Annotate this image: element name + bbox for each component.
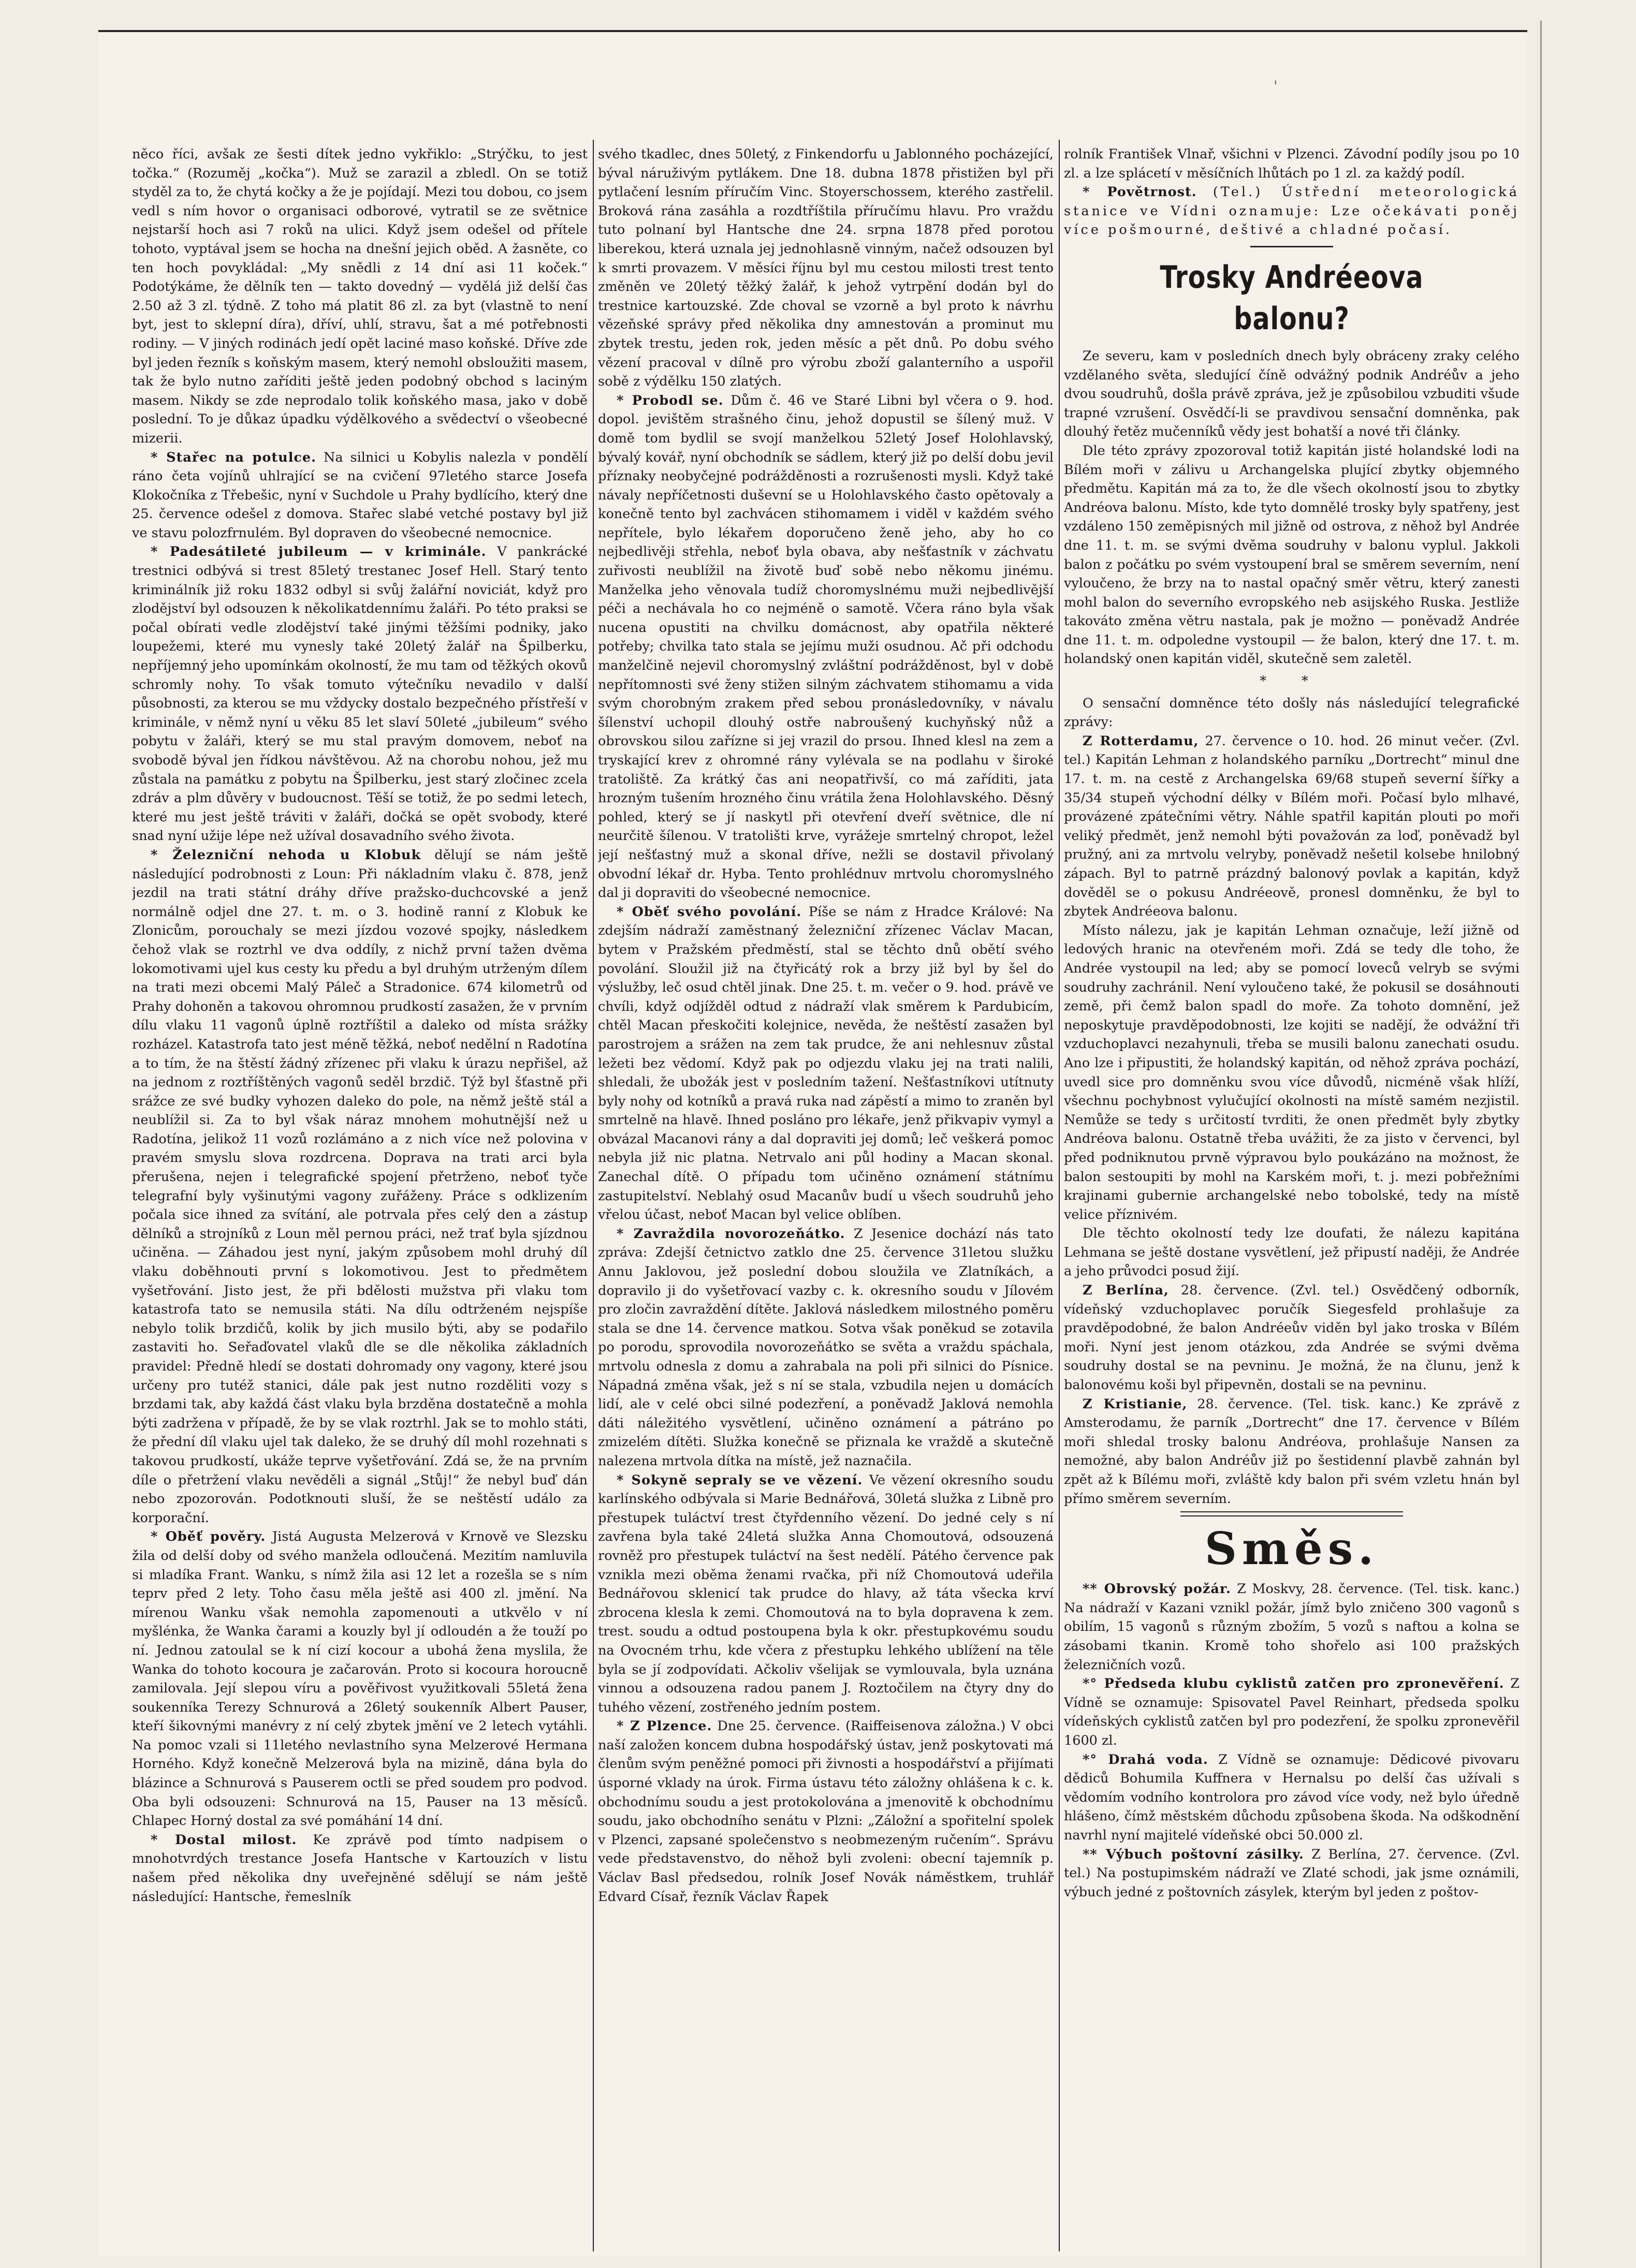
article-obet-povery: * Oběť pověry. Jistá Augusta Melzerová v Krnově ve Slezsku žila od delší doby od svého manžela odloučená. Mezitím namluvila si mladíka Frant. Wanku, s nímž žila asi 12 let a rozešla se s ním teprv před 2 lety. Toho času měla ještě asi 400 zl. jmění. Na mírenou Wanku však nemohla zapomenouti a utkvělo v ní myšlénka, že Wanka čarami a kouzly byl jí odloudén a že touží po ní. Jednou zatoulal se k ní cizí kocour a ubohá žena myslila, že Wanka do tohoto kocoura je začarován. Proto si kocoura horoucně zamilovala. Její slepou víru a pověřivost využitkovali 55letá žena soukenníka Terezy Schnurová a 26letý soukenník Albert Pauser, kteří šikovnými manévry z ní celý zbytek jmění ve 2 letech vytáhli. Na pomoc vzali si 11letého nevlastního syna Melzerové Hermana Horného. Když konečně Melzerová byla na mizině, dána byla do blázince a Schnurová s Pauserem octli se před soudem pro podvod. Oba byli odsouzeni: Schnurová na 15, Pauser na 13 měsíců. Chlapec Horný dostal za své pomáhání 14 dní.	[132, 1529, 588, 1829]
article-draha-voda: *° Drahá voda. Z Vídně se oznamuje: Dědicové pivovaru dědiců Bohumila Kuffnera v Hernalsu po delší čas užívali s vědomím vodního kontrolora pro závod více vody, než bylo úředně hlášeno, čímž městském důchodu způsobena škoda. Na odškodnění navrhl nyní majitelé vídeňské obci 50.000 zl.	[1064, 1751, 1520, 1843]
column-3	[1064, 145, 1520, 2246]
section-double-rule	[1180, 1511, 1403, 1516]
article-doufati: Dle těchto okolností tedy lze doufati, že nálezu kapitána Lehmana se ještě dostane vysvětlení, jež připustí naději, že Andrée a jeho průvodci posud žijí.	[1064, 1226, 1520, 1279]
article-continuation: rolník František Vlnař, všichni v Plzenci. Závodní podíly jsou po 10 zl. a lze splácetí v měsíčních lhůtách po 1 zl. za každý podíl.	[1064, 146, 1520, 181]
article-misto-nalezu: Místo nálezu, jak je kapitán Lehman označuje, leží jižně od ledových hranic na otevřeném moři. Zdá se tedy dle toho, že Andrée vystoupil na led; aby se pomocí loveců velryb se svými soudruhy zachránil. Není vyloučeno také, že pokusil se dosáhnouti země, při čemž balon spadl do moře. Za tohoto domnění, jež neposkytuje pravděpodobnosti, lze kojiti se nadějí, že odvážní tři vzduchoplavci nezahynuli, třeba se musili balonu zanechati osudu. Ano lze i připustiti, že holandský kapitán, od něhož zpráva pochází, uvedl sice pro domněnku svou více důvodů, nicméně však hlíží, všechnu pochybnost vylučující okolnosti na místě samém nezjistil. Nemůže se tedy s určitostí tvrditi, že onen předmět byly zbytky Andréova balonu. Ostatně třeba uvážiti, že za jisto v červenci, byl před podniknutou prvně výpravou bylo poukázáno na možnost, že balon sestoupiti by mohl na Karském moři, t. j. mezi pobřežními krajinami gubernie archangelské nebo tobolské, tedy na místě velice příznivém.	[1064, 922, 1520, 1223]
article-andree-report: Dle této zprávy zpozoroval totiž kapitán jisté holandské lodi na Bílém moři v zálivu u Archangelska plující zbytky objemného předmětu. Kapitán má za to, že dle všech okolností jsou to zbytky Andréova balonu. Místo, kde tyto domnělé trosky byly spatřeny, jest vzdáleno 150 zeměpisných mil jižně od ostrova, z něhož byl Andrée dne 11. t. m. se svými dvěma soudruhy v balonu vyplul. Jakkoli balon z počátku po svém vystoupení bral se směrem severním, není vyloučeno, že brzy na to nastal opačný směr větru, který zanesti mohl balon do severního evropského neb asijského Ruska. Jestliže takováto změna větru nastala, pak je možno — poněvadž Andrée dne 11. t. m. odpoledne vystoupil — že balon, který dne 17. t. m. holandský onen kapitán viděl, skutečně sem zaletěl.	[1064, 443, 1520, 667]
article-dostal-milost: * Dostal milost. Ke zprávě pod tímto nadpisem o mnohotvrdých trestance Josefa Hantsche v Kartouzích v listu našem před několika dny uveřejněné sdělují se nám ještě následující: Hantsche, řemeslník	[132, 1832, 588, 1905]
column-divider-2	[1059, 140, 1060, 2251]
section-stars: * *	[1260, 673, 1324, 689]
article-zavrazdila: * Zavraždila novorozeňátko. Z Jesenice dochází nás tato zpráva: Zdejší četnictvo zatklo dne 25. července 31letou služku Annu Jaklovou, jež poslední dobou sloužila ve Zlatníkách, a dopravilo ji do vyšetřovací vazby c. k. okresního soudu v Jílovém pro zločin zavraždění dítěte. Jaklová následkem milostného poměru stala se dne 14. července matkou. Sotva však poněkud se zotavila po porodu, sprovodila novorozeňátko se světa a vraždu spáchala, mrtvolu odnesla z domu a zahrabala na poli při silnici do Písnice. Nápadná změna však, jež s ní se stala, vzbudila nejen u domácích lidí, ale v celé obci silné podezření, a poněvadž Jaklová nemohla dáti náležitého vysvětlení, učiněno oznámení a pátráno po zmizelém dítěti. Služka konečně se přiznala ke vraždě a skutečně nalezena mrtvola dítka na místě, jež naznačila.	[598, 1226, 1054, 1469]
article-pozar: ** Obrovský požár. Z Moskvy, 28. července. (Tel. tisk. kanc.) Na nádraží v Kazani vznikl požár, jímž bylo zničeno 300 vagonů s obilím, 15 vagonů s různým zbožím, 5 vozů s naftou a kolna se zásobami tkanin. Kromě toho shořelo asi 100 pražských železničních vozů.	[1064, 1581, 1520, 1673]
article-z-plzence: * Z Plzence. Dne 25. července. (Raiffeisenova záložna.) V obci naší založen koncem dubna hospodářský ústav, jenž poskytovati má členům svým peněžné pomoci při živnosti a hospodářství a přijímati úsporné vklady na úrok. Firma ústavu této záložny ohlášena k c. k. obchodnímu soudu a jest protokolována a jmenovitě k obchodnímu soudu, jako obchodního senátu v Plzni: „Záložní a spořitelní spolek v Plzenci, zapsané společenstvo s neobmezeným ručením“. Správu vede představenstvo, do něhož byli zvoleni: obecní tajemník p. Václav Basl předsedou, rolník Josef Novák náměstkem, truhlář Edvard Císař, řezník Václav Řapek	[598, 1718, 1054, 1905]
section-rule	[1250, 246, 1333, 247]
article-vybuch: ** Výbuch poštovní zásilky. Z Berlína, 27. července. (Zvl. tel.) Na postupimském nádraží ve Zlaté schodi, jak jsme oznámili, výbuch jedné z poštovních zásylek, kterým byl jeden z poštov-	[1064, 1846, 1520, 1900]
article-andree-telegrams: O sensační domněnce této došly nás následující telegrafické zprávy:	[1064, 695, 1520, 730]
article-continuation: svého tkadlec, dnes 50letý, z Finkendorfu u Jablonného pocházející, býval náruživým pytlákem. Dne 18. dubna 1878 přistižen byl při pytlačení lesním příručím Vinc. Stoyerschossem, kterého zastřelil. Broková rána zasáhla a rozdtříštila příručímu hlavu. Pro vraždu tuto polnaní byl Hantsche dne 24. srpna 1878 před porotou liberekou, která uznala jej jednohlasně vinným, načež odsouzen byl k smrti provazem. V měsíci říjnu byl mu cestou milosti trest tento změněn ve 20letý těžký žalář, k jehož vytrpění dodán byl do trestnice kartouzské. Zde choval se vzorně a byl proto k návrhu vězeňské správy před několika dny amnestován a prominut mu zbytek trestu, jeden rok, jeden měsíc a pět dnů. Po dobu svého vězení pracoval v dílně pro výrobu zboží galanterního a uspořil sobě z výdělku 150 zlatých.	[598, 146, 1054, 390]
article-sokyne: * Sokyně sepraly se ve vězení. Ve vězení okresního soudu karlínského odbývala si Marie Bednářová, 30letá služka z Libně pro přestupek tuláctví trest čtyřdenního vězení. Do jedné cely s ní zavřena byla také 24letá služka Anna Chomoutová, odsouzená rovněž pro přestupek tuláctví na šest nedělí. Pátého července pak vznikla mezi oběma ženami rvačka, při níž Chomoutová udeřila Bednářovou sklenicí tak prudce do hlavy, až táta všecka krví zbrocena klesla k zemi. Chomoutová na to byla dopravena k zem. trest. soudu a odtud postoupena byla k okr. přestupkovému soudu na Ovocném trhu, kde včera z přestupku lehkého ublížení na těle byla se jí zodpovídati. Ačkoliv všelijak se vymlouvala, byla uznána vinnou a odsouzena radou panem J. Roztočilem na čtyry dny do tuhého vězení, zostřeného jedním postem.	[598, 1472, 1054, 1715]
column-divider-1	[593, 140, 594, 2251]
article-cyklista: *° Předseda klubu cyklistů zatčen pro zpronevěření. Z Vídně se oznamuje: Spisovatel Pavel Reinhart, předseda spolku vídeňských cyklistů zatčen byl pro podezření, že spolku zpronevěřil 1600 zl.	[1064, 1676, 1520, 1748]
article-povetrnost: * Povětrnost. (Tel.) Ústřední meteorologická stanice ve Vídni oznamuje: Lze očekávati poněj více pošmourné, deštivé a chladné počasí.	[1064, 184, 1520, 238]
column-2	[598, 145, 1054, 2246]
article-probodl-se: * Probodl se. Dům č. 46 ve Staré Libni byl včera o 9. hod. dopol. jevištěm strašného činu, jehož dopustil se šílený muž. V domě tom bydlil se svojí manželkou 52letý Josef Holohlavský, bývalý kovář, nyní obchodník se sádlem, který již po delší dobu jevil příznaky neobyčejné podrážděnosti a rozrušenosti mysli. Když také návaly nepříčetnosti duševní se u Holohlavského často opětovaly a konečně tento byl zachvácen stihomamem i viděl v každém svého nepřítele, bylo lékařem doporučeno ženě jeho, aby ho co nejbedlivěji střehla, neboť byla obava, aby nešťastník v záchvatu zuřivosti neublížil na životě buď sobě nebo někomu jinému. Manželka jeho věnovala tudíž choromyslnému muži nejbedlivější péči a nechávala ho co nejméně o samotě. Včera ráno byla však nucena opustiti na chvilku domácnost, aby opatřila některé potřeby; chvilka tato stala se jejímu muži osudnou. Ač při odchodu manželčině nejevil choromyslný zvláštní podrážděnost, byl v době nepřítomnosti své ženy stižen silným záchvatem stihomamu a vida svým chorobným zrakem před sebou pronásledovníky, v návalu šílenství uchopil dlouhý ostře nabroušený kuchyňský nůž a obrovskou silou zařízne si jej vrazil do prsou. Ihned klesl na zem a tryskající krev z ohromné rány vylévala se na podlahu v široké tratoliště. Za krátký čas ani neopatřivší, co má zaříditi, jata hrozným tušením hrozného činu vrátila žena Holohlavského. Děsný pohled, který se jí naskytl při otevření dveří světnice, dle ní neurčitě šílenou. V tratolišti krve, vyrážeje smrtelný chropot, ležel její nešťastný muž a skonal dříve, nežli se dostavil přivolaný obvodní lékař dr. Hyba. Tento prohlédnuv mrtvolu choromyslného dal ji dopraviti do všeobecné nemocnice.	[598, 392, 1054, 901]
column-1	[132, 145, 588, 2246]
article-jubileum: * Padesátileté jubileum — v kriminále. V pankrácké trestnici odbývá si trest 85letý trestanec Josef Hell. Starý tento kriminálník již roku 1832 odbyl si svůj žalářní noviciát, když pro zlodějství byl odsouzen k několikatdennímu žaláři. Po této praksi se počal obírati vedle zlodějství také jinými těžšími podniky, jako loupežemi, které mu vynesly také 20letý žalář na Špilberku, nepříjemný jeho upomínkám okolností, že mu tam od těžkých okovů schromly nohy. To však tomuto výtečníku nevadilo v další působnosti, za kterou se mu vždycky dostalo bezpečného přístřeší v kriminále, v němž nyní u věku 85 let slaví 50leté „jubileum“ svého pobytu v žaláři, který se mu stal pravým domovem, neboť na svobodě býval jen řídkou návštěvou. Až na chorobu nohou, jež mu zůstala na památku z pobytu na Špilberku, jest starý zločinec zcela zdráv a plm důvěry v budoucnost. Těší se totiž, že po sedmi letech, které mu jest ještě tráviti v žaláři, dočká se opět svobody, které snad nyní užije lépe než užíval dosavadního svého života.	[132, 544, 588, 844]
headline-smes: Směs.	[1204, 1523, 1379, 1575]
article-kristianie: Z Kristianie, 28. července. (Tel. tisk. kanc.) Ke zprávě z Amsterodamu, že parník „Dortrecht“ dne 17. července v Bílém moři shledal trosky balonu Andréova, prohlašuje Nansen za nemožné, aby balon Andréův již po šestidenní plavbě zahnán byl zpět až k Bílému moři, zvláště kdy balon při svém vzletu hnán byl přímo směrem severním.	[1064, 1396, 1520, 1507]
article-obet-povolani: * Oběť svého povolání. Píše se nám z Hradce Králové: Na zdejším nádraží zaměstnaný železniční zřízenec Václav Macan, bytem v Pražském předměstí, stal se těchto dnů obětí svého povolání. Sloužil již na čtyřicátý rok a brzy již byl by šel do výslužby, leč osud chtěl jinak. Dne 25. t. m. večer o 9. hod. právě ve chvíli, když odjížděl odtud z nádraží vlak směrem k Pardubicím, chtěl Macan přeskočiti kolejnice, nevěda, že neštěstí zasažen byl parostrojem a srážen na zem tak prudce, že ani nehlesnuv zůstal ležeti bez vědomí. Když pak po odjezdu vlaku jej na trati nalili, shledali, že ubožák jest v posledním tažení. Nešťastníkovi utítnuty byly nohy od kotníků a pravá ruka nad zápěstí a mimo to zraněn byl smrtelně na hlavě. Ihned posláno pro lékaře, jenž přikvapiv vymyl a obvázal Macanovi rány a dal dopraviti jej domů; leč veškerá pomoc nebyla již nic platna. Netrvalo ani půl hodiny a Macan skonal. Zanechal dítě. O případu tom učiněno oznámení státnímu zastupitelství. Neblahý osud Macanův budí u všech soudruhů jeho vřelou účast, neboť Macan byl velice oblíben.	[598, 904, 1054, 1223]
article-zeleznicni-nehoda: * Železniční nehoda u Klobuk dělují se nám ještě následující podrobnosti z Loun: Při nákladním vlaku č. 878, jenž jezdil na trati státní dráhy dříve pražsko-duchcovské a jenž normálně odjel dne 27. t. m. o 3. hodině ranní z Klobuk ke Zlonicům, porouchaly se mezi jízdou vozové spojky, následkem čehož vlak se roztrhl ve dva oddíly, z nichž první tažen dvěma lokomotivami ujel kus cesty ku předu a byl druhým utrženým dílem na trati mezi obcemi Malý Páleč a Stradonice. 674 kilometrů od Prahy dohoněn a takovou ohromnou prudkostí zasažen, že v prvním dílu vlaku 11 vagonů úplně roztříštil a daleko od místa srážky rozházel. Katastrofa tato jest méně těžká, neboť nedělní n Radotína a to tím, že na štěstí žádný zřízenec při vlaku k úrazu nepřišel, až na jednom z roztříštěných vagonů seděl brzdič. Týž byl šťastně při srážce ze své budky vyhozen daleko do pole, na němž ještě stál a neublížil si. Za to byl však náraz mnohem mohutnější než u Radotína, jelikož 11 vozů rozlámáno a z nich více než polovina v pravém smyslu slova rozdrcena. Doprava na trati arci byla přerušena, nejen i telegrafické spojení přetrženo, neboť tyče telegrafní byly vyšinutými vagony zuřáženy. Práce s odklizením počala sice ihned za svítání, ale potrvala přes celý den a zástup dělníků a strojníků z Loun měl pernou práci, než trať byla sjízdnou učiněna. — Záhadou jest nyní, jakým způsobem mohl druhý díl vlaku doběhnouti první s lokomotivou. Jest to předmětem vyšetřování. Jisto jest, že při bdělosti mužstva při vlaku tom katastrofa tato se nemusila státi. Na dílu odtrženém nejspíše nebylo tolik brzdičů, kolik by jich musilo býti, aby se podařilo zastaviti ho. Seřaďovatel vlaků dle se dle několika základních pravidel: Předně hledí se dostati dohromady ony vagony, které jsou určeny pro tutéž stanici, dále pak jest nutno rozděliti vozy s brzdami tak, aby každá část vlaku byla brzděna dostatečně a mohla býti zadržena v případě, že by se vlak roztrhl. Jak se to mohlo státi, že přední díl vlaku ujel tak daleko, že se druhý díl mohl rozehnati s takovou prudkostí, ukáže teprve vyšetřování. Zdá se, že na prvním díle o přetržení vlaku nevěděli a signál „Stůj!“ že nebyl buď dán nebo zpozorován. Podotknouti sluší, že se neštěstí událo za korporační.	[132, 847, 588, 1526]
article-starec: * Stařec na potulce. Na silnici u Kobylis nalezla v pondělí ráno četa vojínů uhlrající se na cvičení 97letého starce Josefa Klokočníka z Třebešic, nyní v Suchdole u Prahy bydlícího, který dne 25. července odešel z domova. Stařec slabé vetché postavy byl již ve stavu polozfrnulém. Byl dopraven do všeobecné nemocnice.	[132, 449, 588, 541]
headline-andree: Trosky Andréeova balonu?	[1160, 259, 1424, 337]
article-continuation: něco říci, avšak ze šesti dítek jedno vykřiklo: „Strýčku, to jest točka.“ (Rozuměj „kočka“). Muž se zarazil a zbledl. On se totiž styděl za to, že chytá kočky a že je pojídají. Mezi tou dobou, co jsem vedl s ním hovor o organisaci odborové, vytratil se ze světnice nejstarší hoch asi 7 roků na ulici. Když jsem odešel od přítele tohoto, vyptával jsem se hocha na dnešní jejich oběd. A žasněte, co ten hoch povykládal: „My snědli z 14 dní asi 11 koček.“ Podotýkáme, že dělník ten — takto dovedný — vydělá již delší čas 2.50 až 3 zl. týdně. Z toho má platit 86 zl. za byt (vlastně to není byt, jest to sklepní díra), dříví, uhlí, stravu, šat a mé potřebnosti rodiny. — V jiných rodinách jedí opět laciné maso koňské. Dříve zde byl jeden řezník s koňským masem, který nemohl obsloužiti masem, tak že bylo nutno zaříditi ještě jeden podobný obchod s laciným masem. Nikdy se zde neprodalo tolik koňského masa, jako v době poslední. To je důkaz úpadku výdělkového a svědectví o všeobecné mizerii.	[132, 146, 588, 446]
page-right-edge	[1540, 21, 1542, 2268]
article-rotterdam: Z Rotterdamu, 27. července o 10. hod. 26 minut večer. (Zvl. tel.) Kapitán Lehman z holandského parníku „Dortrecht“ minul dne 17. t. m. na cestě z Archangelska 69/68 stupeň severní šířky a 35/34 stupeň východní délky v Bílém moři. Počasí bylo mlhavé, provázené zpátečními větry. Náhle spatřil kapitán plouti po moři veliký předmět, jenž nemohl býti považován za loď, poněvadž byl pružný, ani za mrtvolu velryby, poněvadž nešetil kolsebe hnilobný zápach. Byl to patrně prázdný balonový povlak a kapitán, když dověděl se o pokusu Andréeově, pronesl domněnku, že byl to zbytek Andréeova balonu.	[1064, 733, 1520, 920]
article-andree-intro: Ze severu, kam v posledních dnech byly obráceny zraky celého vzdělaného světa, sledující číně odvážný podnik Andréův a jeho dvou soudruhů, došla právě zpráva, jež je způsobilou vzbuditi všude trapné vzrušení. Osvědčí-li se pravdivou sensační domněnka, pak dlouhý řetěz mučenníků vědy jest bohatší a nové tři články.	[1064, 348, 1520, 440]
article-berlin: Z Berlína, 28. července. (Zvl. tel.) Osvědčený odborník, vídeňský vzduchoplavec poručík Siegesfeld prohlašuje za pravděpodobné, že balon Andréeův viděn byl jako troska v Bílém moři. Nyní jest jenom otázkou, zda Andrée se svými dvěma soudruhy dostal se na pevninu. Je možná, že na člunu, jenž k balonovému koši byl připevněn, dostali se na pevninu.	[1064, 1283, 1520, 1393]
top-border-rule	[98, 30, 1527, 32]
page-mark: '	[1274, 78, 1278, 95]
